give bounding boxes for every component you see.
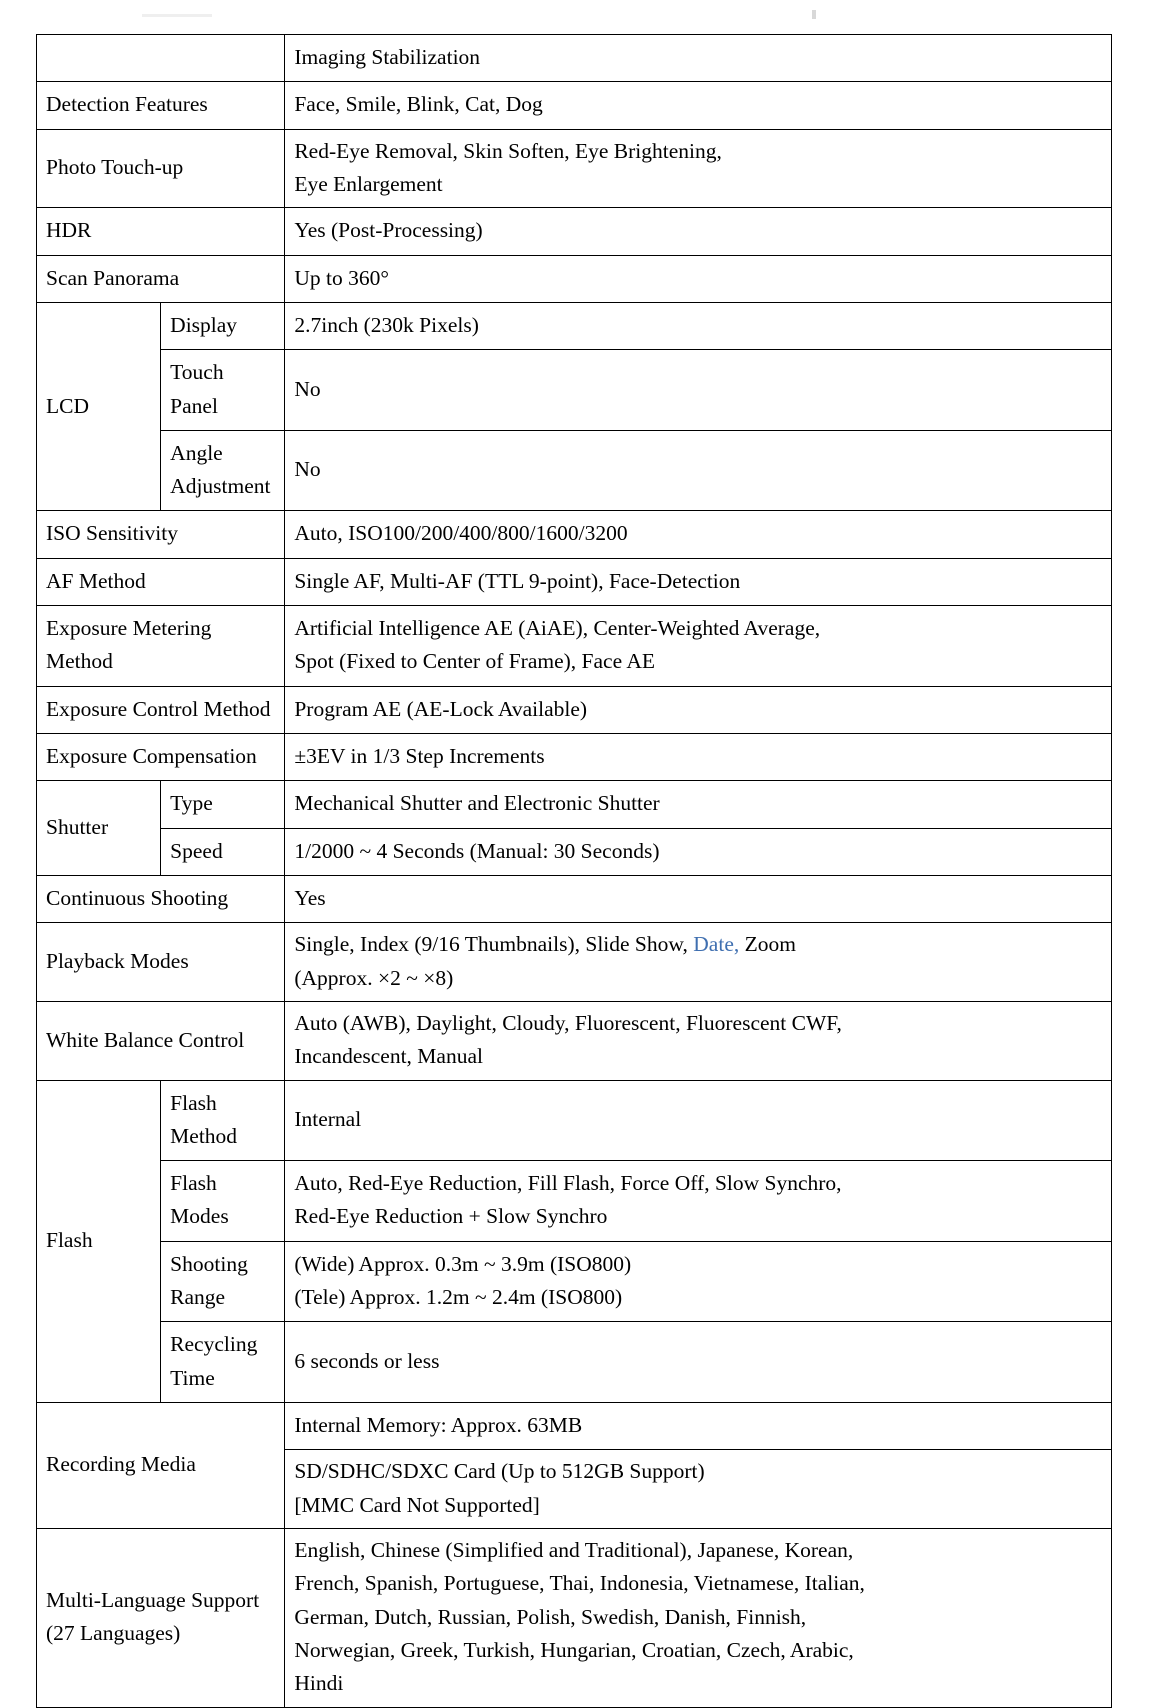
table-row — [37, 923, 1112, 1002]
value-line: Artificial Intelligence AE (AiAE), Center-Weighted Average, — [294, 616, 821, 641]
row-sublabel: Shooting Range — [161, 1241, 285, 1322]
value-line: Eye Enlargement — [294, 171, 443, 196]
value-line: Auto (AWB), Daylight, Cloudy, Fluorescent, Fluorescent CWF, — [294, 1010, 842, 1035]
value-line: Red-Eye Removal, Skin Soften, Eye Brightening, — [294, 138, 722, 163]
table-row — [37, 734, 1112, 781]
specification-table-body — [37, 35, 1112, 1708]
row-label: ISO Sensitivity — [37, 511, 285, 558]
table-row — [37, 35, 1112, 82]
row-label: Recording Media — [37, 1403, 285, 1529]
table-row — [37, 606, 1112, 687]
row-label: LCD — [37, 302, 161, 511]
value-line: Face, Smile, Blink, Cat, Dog — [294, 92, 543, 117]
row-sublabel: Flash Modes — [161, 1161, 285, 1242]
value-line: Incandescent, Manual — [294, 1044, 483, 1069]
table-row — [37, 828, 1112, 875]
row-value — [285, 558, 1112, 605]
row-value — [285, 923, 1112, 1002]
value-line: Internal Memory: Approx. 63MB — [294, 1413, 583, 1437]
value-line: Mechanical Shutter and Electronic Shutter — [294, 791, 660, 816]
row-sublabel: Touch Panel — [161, 350, 285, 431]
row-label: AF Method — [37, 558, 285, 605]
value-line: Yes (Post-Processing) — [294, 218, 483, 243]
table-row — [37, 1001, 1112, 1080]
table-row — [37, 82, 1112, 129]
row-value — [285, 350, 1112, 431]
table-row — [37, 302, 1112, 349]
row-value — [285, 781, 1112, 828]
table-row — [37, 686, 1112, 733]
value-line: Internal — [294, 1107, 362, 1132]
value-accent-word: Date, — [693, 932, 740, 957]
table-row — [37, 511, 1112, 558]
row-label: Exposure Control Method — [37, 686, 285, 733]
row-label: Playback Modes — [37, 923, 285, 1002]
value-line: English, Chinese (Simplified and Traditional), Japanese, Korean, — [294, 1537, 854, 1562]
row-label: Detection Features — [37, 82, 285, 129]
row-label: Shutter — [37, 781, 161, 876]
row-label: Exposure Compensation — [37, 734, 285, 781]
value-line: Spot (Fixed to Center of Frame), Face AE — [294, 649, 655, 674]
value-line: Auto, ISO100/200/400/800/1600/3200 — [294, 521, 628, 546]
row-value — [285, 1001, 1112, 1080]
value-line: French, Spanish, Portuguese, Thai, Indonesia, Vietnamese, Italian, — [294, 1571, 865, 1596]
row-label: HDR — [37, 208, 285, 255]
value-line: Hindi — [294, 1671, 344, 1696]
value-line: (Wide) Approx. 0.3m ~ 3.9m (ISO800) — [294, 1251, 632, 1276]
table-row — [37, 350, 1112, 431]
row-value — [285, 1161, 1112, 1242]
value-line: Imaging Stabilization — [294, 45, 481, 69]
value-line: [MMC Card Not Supported] — [294, 1492, 540, 1517]
row-sublabel: Angle Adjustment — [161, 430, 285, 511]
value-line: ±3EV in 1/3 Step Increments — [294, 744, 545, 768]
row-value — [285, 1080, 1112, 1161]
value-line: Red-Eye Reduction + Slow Synchro — [294, 1204, 608, 1229]
table-row — [37, 430, 1112, 511]
row-value — [285, 302, 1112, 349]
row-label: Photo Touch-up — [37, 129, 285, 208]
row-label: Flash — [37, 1080, 161, 1403]
value-line: Norwegian, Greek, Turkish, Hungarian, Croatian, Czech, Arabic, — [294, 1637, 854, 1662]
table-row — [37, 781, 1112, 828]
row-value — [285, 828, 1112, 875]
row-value — [285, 82, 1112, 129]
value-line: Auto, Red-Eye Reduction, Fill Flash, Force Off, Slow Synchro, — [294, 1171, 842, 1196]
value-line: (Approx. ×2 ~ ×8) — [294, 965, 454, 990]
table-row — [37, 1241, 1112, 1322]
value-line: No — [294, 376, 321, 401]
row-sublabel: Type — [161, 781, 285, 828]
value-line: 6 seconds or less — [294, 1349, 440, 1374]
value-line: (Tele) Approx. 1.2m ~ 2.4m (ISO800) — [294, 1285, 623, 1310]
row-value — [285, 1450, 1112, 1529]
row-value — [285, 129, 1112, 208]
row-value — [285, 734, 1112, 781]
page-top-left-mark — [142, 14, 212, 17]
table-row — [37, 1403, 1112, 1450]
table-row — [37, 558, 1112, 605]
table-row — [37, 129, 1112, 208]
row-value — [285, 1528, 1112, 1707]
row-label: Exposure Metering Method — [37, 606, 285, 687]
value-line-playback: Single, Index (9/16 Thumbnails), Slide Show, Date, Zoom — [294, 932, 796, 957]
row-value — [285, 255, 1112, 302]
row-value — [285, 606, 1112, 687]
value-line: Yes — [294, 885, 326, 910]
page-top-right-mark — [812, 10, 816, 19]
table-row — [37, 1080, 1112, 1161]
value-line: German, Dutch, Russian, Polish, Swedish, Danish, Finnish, — [294, 1604, 807, 1629]
value-line: SD/SDHC/SDXC Card (Up to 512GB Support) — [294, 1459, 705, 1484]
value-line: 2.7inch (230k Pixels) — [294, 312, 479, 337]
row-value — [285, 35, 1112, 82]
row-label: Continuous Shooting — [37, 875, 285, 922]
value-line: No — [294, 457, 321, 482]
value-line: Program AE (AE-Lock Available) — [294, 696, 588, 721]
row-label: Multi-Language Support (27 Languages) — [37, 1528, 285, 1707]
table-row — [37, 208, 1112, 255]
table-row — [37, 255, 1112, 302]
table-row — [37, 1528, 1112, 1707]
row-sublabel: Display — [161, 302, 285, 349]
row-value — [285, 686, 1112, 733]
row-value — [285, 511, 1112, 558]
row-value — [285, 1403, 1112, 1450]
row-value — [285, 875, 1112, 922]
value-line: 1/2000 ~ 4 Seconds (Manual: 30 Seconds) — [294, 838, 660, 863]
row-sublabel: Recycling Time — [161, 1322, 285, 1403]
value-line: Up to 360° — [294, 265, 389, 290]
row-value — [285, 1322, 1112, 1403]
row-value — [285, 208, 1112, 255]
row-value — [285, 430, 1112, 511]
row-label: White Balance Control — [37, 1001, 285, 1080]
row-label: Scan Panorama — [37, 255, 285, 302]
row-sublabel: Speed — [161, 828, 285, 875]
specification-table — [36, 34, 1112, 1708]
table-row — [37, 1322, 1112, 1403]
table-row — [37, 875, 1112, 922]
row-label — [37, 35, 285, 82]
row-value — [285, 1241, 1112, 1322]
row-sublabel: Flash Method — [161, 1080, 285, 1161]
table-row — [37, 1161, 1112, 1242]
value-line: Single AF, Multi-AF (TTL 9-point), Face-Detection — [294, 568, 741, 593]
